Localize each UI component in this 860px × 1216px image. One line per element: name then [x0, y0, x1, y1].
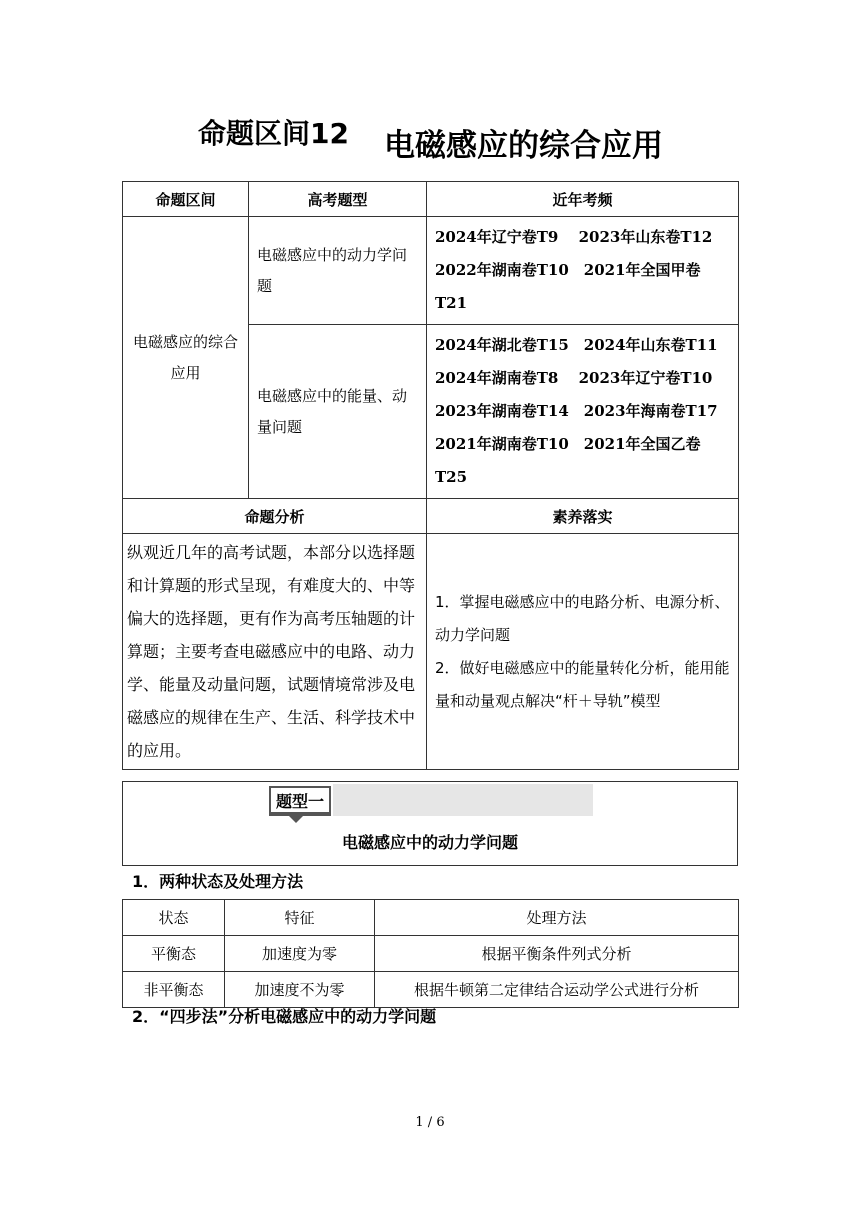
table-cell: 加速度不为零: [225, 972, 375, 1008]
region-cell: 电磁感应的综合应用: [123, 217, 249, 499]
page-title: 电磁感应的综合应用: [384, 128, 663, 164]
suyang-item: 2．做好电磁感应中的能量转化分析，能用能量和动量观点解决“杆＋导轨”模型: [435, 658, 730, 710]
section-heading-2: 2．“四步法”分析电磁感应中的动力学问题: [132, 1007, 437, 1026]
frequency-cell-2: [427, 325, 739, 499]
header-frequency: 近年考频: [427, 182, 739, 217]
frequency-line: 2022年湖南卷T10 2021年全国甲卷: [435, 261, 701, 279]
method-header: 处理方法: [375, 900, 739, 936]
frequency-line: T25: [435, 468, 468, 486]
feature-header: 特征: [225, 900, 375, 936]
state-table: [122, 899, 739, 1008]
header-region: 命题区间: [123, 182, 249, 217]
overview-table: [122, 181, 739, 770]
type-banner-bar: [333, 784, 593, 816]
section-number-title: 命题区间12: [198, 117, 349, 150]
analysis-text: 纵观近几年的高考试题，本部分以选择题和计算题的形式呈现，有难度大的、中等偏大的选择题，更有作为高考压轴题的计算题；主要考查电磁感应中的电路、动力学、能量及动量问题，试题情境常涉及电磁感应的规律在生产、生活、科学技术中的应用。: [123, 534, 427, 770]
frequency-line: 2024年湖北卷T15 2024年山东卷T11: [435, 336, 718, 354]
section-heading-1: 1．两种状态及处理方法: [132, 872, 304, 891]
frequency-line: T21: [435, 294, 468, 312]
frequency-line: 2021年湖南卷T10 2021年全国乙卷: [435, 435, 701, 453]
table-cell: 非平衡态: [123, 972, 225, 1008]
header-type: 高考题型: [249, 182, 427, 217]
page-number: 1 / 6: [415, 1115, 445, 1130]
header-suyang: 素养落实: [427, 499, 739, 534]
type-title: 电磁感应中的动力学问题: [341, 833, 518, 852]
type-cell-2: 电磁感应中的能量、动量问题: [249, 325, 427, 499]
header-analysis: 命题分析: [123, 499, 427, 534]
frequency-line: 2024年湖南卷T8 2023年辽宁卷T10: [435, 369, 713, 387]
frequency-cell-1: [427, 217, 739, 325]
type-badge: 题型一: [269, 786, 331, 816]
frequency-line: 2024年辽宁卷T9 2023年山东卷T12: [435, 228, 713, 246]
table-cell: 根据平衡条件列式分析: [375, 936, 739, 972]
suyang-item: 1．掌握电磁感应中的电路分析、电源分析、动力学问题: [435, 592, 730, 644]
badge-pointer-icon: [289, 816, 303, 823]
table-cell: 加速度为零: [225, 936, 375, 972]
table-cell: 平衡态: [123, 936, 225, 972]
frequency-line: 2023年湖南卷T14 2023年海南卷T17: [435, 402, 718, 420]
type-cell-1: 电磁感应中的动力学问题: [249, 217, 427, 325]
table-cell: 根据牛顿第二定律结合运动学公式进行分析: [375, 972, 739, 1008]
state-header: 状态: [123, 900, 225, 936]
question-type-box: [122, 781, 738, 866]
suyang-cell: [427, 534, 739, 770]
